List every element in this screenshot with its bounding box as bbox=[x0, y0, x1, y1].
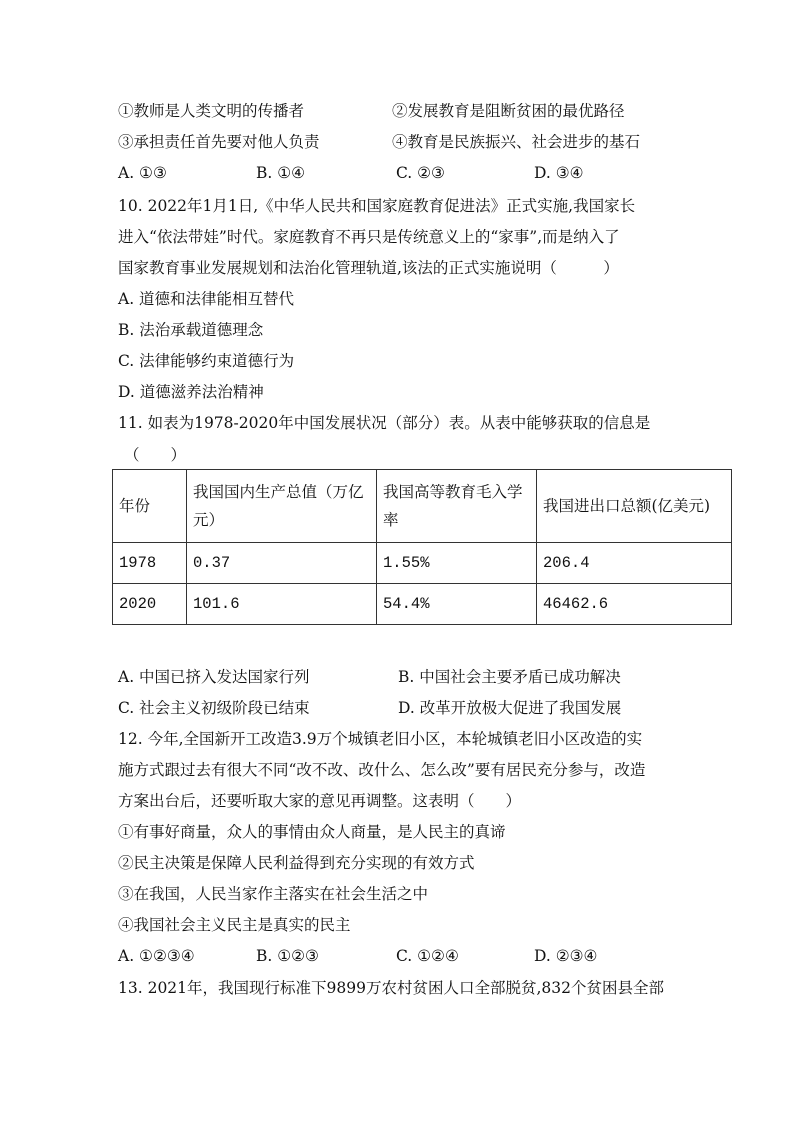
q12-item-1: ①有事好商量，众人的事情由众人商量，是人民主的真谛 bbox=[118, 823, 506, 841]
table-row bbox=[113, 584, 732, 625]
table-row bbox=[113, 543, 732, 584]
table-cell: 46462.6 bbox=[537, 584, 732, 625]
q10-stem-line-3: 国家教育事业发展规划和法治化管理轨道,该法的正式实施说明（ ） bbox=[118, 259, 619, 277]
table-cell: 206.4 bbox=[537, 543, 732, 584]
q11-choice-b: B. 中国社会主要矛盾已成功解决 bbox=[398, 668, 621, 686]
table-header-trade: 我国进出口总额(亿美元) bbox=[537, 470, 732, 543]
q10-stem-line-1: 10. 2022年1月1日,《中华人民共和国家庭教育促进法》正式实施,我国家长 bbox=[118, 197, 636, 215]
table-cell: 1.55% bbox=[377, 543, 537, 584]
q12-choice-c: C. ①②④ bbox=[396, 947, 459, 965]
q10-choice-d: D. 道德滋养法治精神 bbox=[118, 383, 264, 401]
q12-item-3: ③在我国，人民当家作主落实在社会生活之中 bbox=[118, 885, 429, 903]
q9-item-1: ①教师是人类文明的传播者 bbox=[118, 102, 305, 120]
table-header-year: 年份 bbox=[113, 470, 187, 543]
table-header-enrollment-line-1: 我国高等教育毛入学 bbox=[383, 483, 523, 501]
table-cell: 2020 bbox=[113, 584, 187, 625]
q13-stem-line-1: 13. 2021年，我国现行标准下9899万农村贫困人口全部脱贫,832个贫困县全部 bbox=[118, 979, 664, 997]
table-header-row bbox=[113, 470, 732, 543]
table-header-gdp bbox=[187, 470, 377, 543]
q10-stem-line-2: 进入“依法带娃”时代。家庭教育不再只是传统意义上的“家事”,而是纳入了 bbox=[118, 228, 620, 246]
q11-choice-d: D. 改革开放极大促进了我国发展 bbox=[398, 699, 622, 717]
q11-choice-a: A. 中国已挤入发达国家行列 bbox=[118, 668, 310, 686]
table-header-enrollment bbox=[377, 470, 537, 543]
table-header-gdp-line-2: 元） bbox=[193, 511, 225, 529]
development-table bbox=[112, 469, 732, 625]
table-cell: 54.4% bbox=[377, 584, 537, 625]
q10-choice-c: C. 法律能够约束道德行为 bbox=[118, 352, 295, 370]
q12-stem-line-3: 方案出台后，还要听取大家的意见再调整。这表明（ ） bbox=[118, 792, 522, 810]
table-cell: 0.37 bbox=[187, 543, 377, 584]
q9-item-2: ②发展教育是阻断贫困的最优路径 bbox=[392, 102, 625, 120]
q12-choice-a: A. ①②③④ bbox=[118, 947, 195, 965]
q11-stem-line-2: （ ） bbox=[124, 446, 187, 464]
table-header-enrollment-line-2: 率 bbox=[383, 511, 399, 529]
q12-item-2: ②民主决策是保障人民利益得到充分实现的有效方式 bbox=[118, 854, 475, 872]
q9-item-4: ④教育是民族振兴、社会进步的基石 bbox=[392, 133, 641, 151]
q9-choice-a: A. ①③ bbox=[118, 164, 167, 182]
q10-choice-a: A. 道德和法律能相互替代 bbox=[118, 290, 295, 308]
table-cell: 101.6 bbox=[187, 584, 377, 625]
table-header-gdp-line-1: 我国国内生产总值（万亿 bbox=[193, 483, 364, 501]
q10-choice-b: B. 法治承载道德理念 bbox=[118, 321, 264, 339]
q9-item-3: ③承担责任首先要对他人负责 bbox=[118, 133, 320, 151]
q12-choice-b: B. ①②③ bbox=[256, 947, 319, 965]
q12-item-4: ④我国社会主义民主是真实的民主 bbox=[118, 916, 351, 934]
q9-choice-d: D. ③④ bbox=[534, 164, 584, 182]
q12-choice-d: D. ②③④ bbox=[534, 947, 598, 965]
q9-choice-b: B. ①④ bbox=[256, 164, 306, 182]
q9-choice-c: C. ②③ bbox=[396, 164, 445, 182]
q11-stem-line-1: 11. 如表为1978-2020年中国发展状况（部分）表。从表中能够获取的信息是 bbox=[118, 414, 651, 432]
q12-stem-line-2: 施方式跟过去有很大不同“改不改、改什么、怎么改”要有居民充分参与，改造 bbox=[118, 761, 646, 779]
q12-stem-line-1: 12. 今年,全国新开工改造3.9万个城镇老旧小区，本轮城镇老旧小区改造的实 bbox=[118, 730, 643, 748]
table-cell: 1978 bbox=[113, 543, 187, 584]
q11-choice-c: C. 社会主义初级阶段已结束 bbox=[118, 699, 310, 717]
